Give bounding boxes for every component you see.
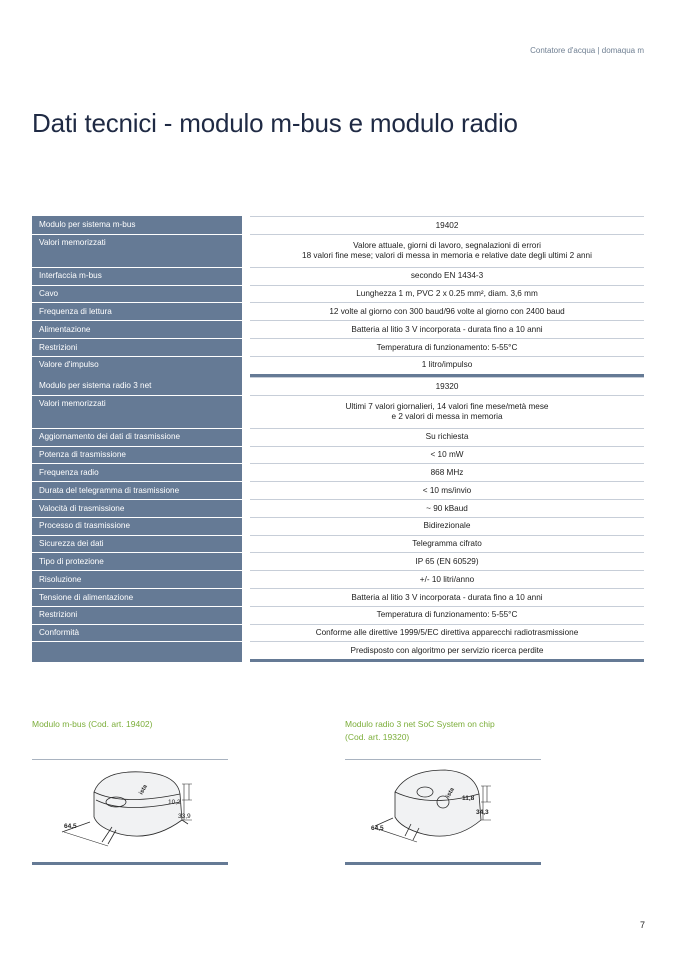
radio-spec-row-value bbox=[250, 536, 644, 554]
mbus-spec-row-value-line: 1 litro/impulso bbox=[421, 360, 473, 370]
radio-spec-row-value bbox=[250, 589, 644, 607]
header-note: Contatore d'acqua | domaqua m bbox=[530, 46, 644, 55]
radio-spec-row-value bbox=[250, 447, 644, 465]
mbus-spec-table bbox=[32, 216, 644, 377]
radio-spec-row-value bbox=[250, 464, 644, 482]
radio-spec-row bbox=[32, 571, 644, 589]
radio-spec-row-value bbox=[250, 482, 644, 500]
radio-spec-row-value bbox=[250, 625, 644, 643]
svg-text:ista: ista bbox=[445, 787, 456, 799]
mbus-spec-row-value-line: 19402 bbox=[435, 220, 459, 230]
mbus-figure-top-rule bbox=[32, 759, 228, 760]
radio-spec-row-label: Potenza di trasmissione bbox=[32, 447, 242, 465]
radio-spec-row-value-line: ~ 90 kBaud bbox=[426, 503, 468, 513]
radio-spec-row-value-line: Batteria al litio 3 V incorporata - durata fino a 10 anni bbox=[351, 592, 543, 602]
mbus-spec-row-value-line: secondo EN 1434-3 bbox=[410, 271, 484, 281]
mbus-figure bbox=[32, 718, 232, 731]
svg-text:ista: ista bbox=[138, 784, 149, 796]
radio-spec-row bbox=[32, 625, 644, 643]
radio-figure-top-rule bbox=[345, 759, 541, 760]
mbus-spec-row-label: Restrizioni bbox=[32, 339, 242, 357]
radio-spec-row bbox=[32, 482, 644, 500]
radio-spec-row bbox=[32, 377, 644, 396]
mbus-spec-row-label: Interfaccia m-bus bbox=[32, 268, 242, 286]
radio-spec-table bbox=[32, 377, 644, 662]
mbus-spec-row-value-line: Temperatura di funzionamento: 5-55°C bbox=[376, 342, 518, 352]
radio-spec-row-value bbox=[250, 396, 644, 429]
mbus-dim-width: 64,5 bbox=[64, 823, 77, 830]
radio-spec-row-value bbox=[250, 571, 644, 589]
mbus-spec-row bbox=[32, 235, 644, 268]
page-title: Dati tecnici - modulo m-bus e modulo radio bbox=[32, 108, 518, 138]
mbus-spec-row bbox=[32, 357, 644, 377]
radio-spec-row-value-line: Su richiesta bbox=[425, 432, 469, 442]
radio-spec-row-value-line: Ultimi 7 valori giornalieri, 14 valori fine mese/metà mese bbox=[345, 402, 549, 412]
radio-spec-row-value-line: +/- 10 litri/anno bbox=[419, 574, 475, 584]
mbus-spec-row bbox=[32, 339, 644, 357]
page-number: 7 bbox=[639, 920, 645, 930]
mbus-spec-row-value bbox=[250, 268, 644, 286]
radio-dim-width: 64,5 bbox=[371, 825, 384, 832]
radio-spec-row-label: Risoluzione bbox=[32, 571, 242, 589]
radio-spec-row-label: Restrizioni bbox=[32, 607, 242, 625]
radio-spec-row-label: Tipo di protezione bbox=[32, 553, 242, 571]
radio-spec-row bbox=[32, 642, 644, 662]
mbus-spec-row-value-line: Lunghezza 1 m, PVC 2 x 0.25 mm², diam. 3,6 mm bbox=[356, 289, 538, 299]
radio-spec-row-value-line: e 2 valori di messa in memoria bbox=[391, 411, 503, 421]
mbus-spec-row bbox=[32, 286, 644, 304]
radio-spec-row-value-line: IP 65 (EN 60529) bbox=[415, 557, 479, 567]
radio-spec-row-value bbox=[250, 377, 644, 396]
radio-spec-row-label: Frequenza radio bbox=[32, 464, 242, 482]
mbus-spec-row-value-line: Batteria al litio 3 V incorporata - durata fino a 10 anni bbox=[351, 324, 543, 334]
mbus-spec-row-label: Cavo bbox=[32, 286, 242, 304]
mbus-figure-caption: Modulo m-bus (Cod. art. 19402) bbox=[32, 719, 153, 729]
radio-spec-row-label: Aggiornamento dei dati di trasmissione bbox=[32, 429, 242, 447]
mbus-spec-row-label: Modulo per sistema m-bus bbox=[32, 216, 242, 235]
mbus-spec-row-value bbox=[250, 235, 644, 268]
radio-figure-bottom-rule bbox=[345, 862, 541, 865]
radio-figure-caption-1: Modulo radio 3 net SoC System on chip bbox=[345, 719, 495, 729]
radio-spec-row-label: Tensione di alimentazione bbox=[32, 589, 242, 607]
mbus-spec-row-label: Frequenza di lettura bbox=[32, 303, 242, 321]
mbus-figure-bottom-rule bbox=[32, 862, 228, 865]
radio-spec-row-label: Valocità di trasmissione bbox=[32, 500, 242, 518]
radio-dim-top: 11,8 bbox=[462, 795, 475, 802]
mbus-spec-row-label: Valore d'impulso bbox=[32, 357, 242, 377]
radio-spec-row bbox=[32, 447, 644, 465]
mbus-spec-row bbox=[32, 303, 644, 321]
mbus-spec-row-value bbox=[250, 321, 644, 339]
radio-spec-row-label: Processo di trasmissione bbox=[32, 518, 242, 536]
radio-spec-row-label bbox=[32, 642, 242, 662]
radio-spec-row-value-line: < 10 mW bbox=[430, 450, 464, 460]
radio-spec-row-value bbox=[250, 642, 644, 662]
mbus-spec-row-value-line: 12 volte al giorno con 300 baud/96 volte al giorno con 2400 baud bbox=[329, 307, 565, 317]
radio-spec-row-value-line: Conforme alle direttive 1999/5/EC direttiva apparecchi radiotrasmissione bbox=[315, 628, 579, 638]
radio-spec-row bbox=[32, 536, 644, 554]
radio-spec-row bbox=[32, 553, 644, 571]
radio-spec-row-value-line: 868 MHz bbox=[430, 468, 464, 478]
mbus-spec-row bbox=[32, 216, 644, 235]
mbus-spec-row-label: Valori memorizzati bbox=[32, 235, 242, 268]
radio-spec-row-value-line: < 10 ms/invio bbox=[422, 485, 472, 495]
radio-spec-row bbox=[32, 518, 644, 536]
radio-spec-row-label: Durata del telegramma di trasmissione bbox=[32, 482, 242, 500]
radio-figure-caption-2: (Cod. art. 19320) bbox=[345, 732, 410, 743]
radio-spec-row-value-line: Telegramma cifrato bbox=[412, 539, 482, 549]
mbus-spec-row-value bbox=[250, 339, 644, 357]
mbus-spec-row-value bbox=[250, 303, 644, 321]
mbus-dim-total: 33,9 bbox=[178, 813, 191, 820]
radio-spec-row bbox=[32, 396, 644, 429]
mbus-spec-row-label: Alimentazione bbox=[32, 321, 242, 339]
radio-spec-row-value-line: Temperatura di funzionamento: 5-55°C bbox=[376, 610, 518, 620]
radio-spec-row-value bbox=[250, 518, 644, 536]
radio-spec-row bbox=[32, 607, 644, 625]
radio-spec-row-label: Modulo per sistema radio 3 net bbox=[32, 377, 242, 396]
radio-spec-row-label: Conformità bbox=[32, 625, 242, 643]
mbus-spec-row-value-line: Valore attuale, giorni di lavoro, segnalazioni di errori bbox=[353, 241, 541, 251]
radio-dim-total: 34,3 bbox=[476, 809, 489, 816]
mbus-spec-row-value bbox=[250, 357, 644, 377]
mbus-spec-row bbox=[32, 321, 644, 339]
radio-spec-row-value-line: Predisposto con algoritmo per servizio ricerca perdite bbox=[350, 646, 544, 656]
radio-spec-row bbox=[32, 464, 644, 482]
radio-spec-row-label: Sicurezza dei dati bbox=[32, 536, 242, 554]
radio-spec-row bbox=[32, 500, 644, 518]
mbus-spec-row-value bbox=[250, 216, 644, 235]
radio-spec-row-label: Valori memorizzati bbox=[32, 396, 242, 429]
radio-spec-row bbox=[32, 589, 644, 607]
radio-spec-row-value bbox=[250, 429, 644, 447]
radio-figure bbox=[345, 718, 545, 744]
radio-spec-row bbox=[32, 429, 644, 447]
mbus-spec-row bbox=[32, 268, 644, 286]
radio-spec-row-value bbox=[250, 607, 644, 625]
radio-spec-row-value-line: 19320 bbox=[435, 381, 459, 391]
radio-spec-row-value bbox=[250, 553, 644, 571]
radio-spec-row-value bbox=[250, 500, 644, 518]
radio-spec-row-value-line: Bidirezionale bbox=[423, 521, 471, 531]
mbus-dim-top: 10,2 bbox=[168, 799, 181, 806]
radio-module-drawing bbox=[345, 762, 545, 862]
mbus-spec-row-value bbox=[250, 286, 644, 304]
mbus-spec-row-value-line: 18 valori fine mese; valori di messa in memoria e relative date degli ultimi 2 anni bbox=[302, 250, 592, 260]
mbus-module-drawing bbox=[32, 762, 232, 862]
